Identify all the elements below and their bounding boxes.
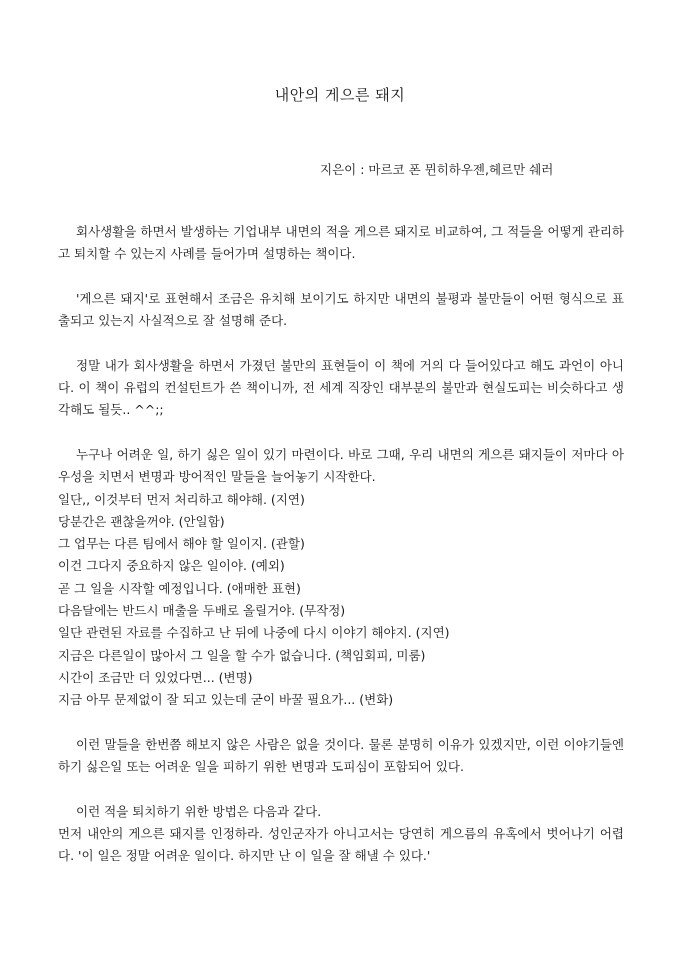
paragraph-complaints: 정말 내가 회사생활을 하면서 가졌던 불만의 표현들이 이 책에 거의 다 들어있다고 해도 과언이 아니다. 이 책이 유럽의 컨설턴트가 쓴 책이니까, 전 세계 직장인 대부분의 불만과 현실도피는 비슷하다고 생각해도 될듯.. ^^;; — [58, 357, 624, 418]
excuse-item: 당분간은 괜찮을꺼야. (안일함) — [58, 513, 225, 529]
paragraph-lazy-pig: '게으른 돼지'로 표현해서 조금은 유치해 보이기도 하지만 내면의 불평과 불만들이 어떤 형식으로 표출되고 있는지 사실적으로 잘 설명해 준다. — [58, 290, 624, 329]
excuse-item: 이건 그다지 중요하지 않은 일이야. (예외) — [58, 558, 285, 574]
methods-intro: 이런 적을 퇴치하기 위한 방법은 다음과 같다. — [76, 803, 322, 819]
author-line: 지은이 : 마르코 폰 뮌히하우젠,헤르만 쉐러 — [320, 162, 554, 177]
excuse-list — [58, 489, 624, 712]
excuse-item: 일단,, 이것부터 먼저 처리하고 해야해. (지연) — [58, 491, 305, 507]
excuse-item: 다음달에는 반드시 매출을 두배로 올릴거야. (무작정) — [58, 603, 346, 619]
excuse-item: 일단 관련된 자료를 수집하고 난 뒤에 나중에 다시 이야기 해야지. (지연) — [58, 625, 450, 641]
excuse-item: 지금 아무 문제없이 잘 되고 있는데 굳이 바꿀 필요가... (변화) — [58, 692, 394, 708]
excuse-item: 그 업무는 다른 팀에서 해야 할 일이지. (관할) — [58, 536, 305, 552]
paragraph-closing: 이런 말들을 한번쯤 해보지 않은 사람은 없을 것이다. 물론 분명히 이유가 있겠지만, 이런 이야기들엔 하기 싫은일 또는 어려운 일을 피하기 위한 변명과 도피심이 포함되어 있다. — [58, 736, 624, 775]
excuse-item: 지금은 다른일이 많아서 그 일을 할 수가 없습니다. (책임회피, 미룸) — [58, 647, 426, 663]
document-title: 내안의 게으른 돼지 — [274, 86, 406, 104]
excuse-item: 곧 그 일을 시작할 예정입니다. (애매한 표현) — [58, 580, 301, 596]
methods-text: 먼저 내안의 게으른 돼지를 인정하라. 성인군자가 아니고서는 당연히 게으름의 유혹에서 벗어나기 어렵다. '이 일은 정말 어려운 일이다. 하지만 난 이 일을 잘 해낼 수 있다.' — [58, 826, 624, 864]
paragraph-excuses-intro: 누구나 어려운 일, 하기 싫은 일이 있기 마련이다. 바로 그때, 우리 내면의 게으른 돼지들이 저마다 아우성을 치면서 변명과 방어적인 말들을 늘어놓기 시작한다. — [58, 446, 624, 485]
paragraph-intro: 회사생활을 하면서 발생하는 기업내부 내면의 적을 게으른 돼지로 비교하여, 그 적들을 어떻게 관리하고 퇴치할 수 있는지 사례를 들어가며 설명하는 책이다. — [58, 224, 624, 262]
document-body — [58, 221, 624, 868]
excuse-item: 시간이 조금만 더 있었다면... (변명) — [58, 669, 253, 685]
